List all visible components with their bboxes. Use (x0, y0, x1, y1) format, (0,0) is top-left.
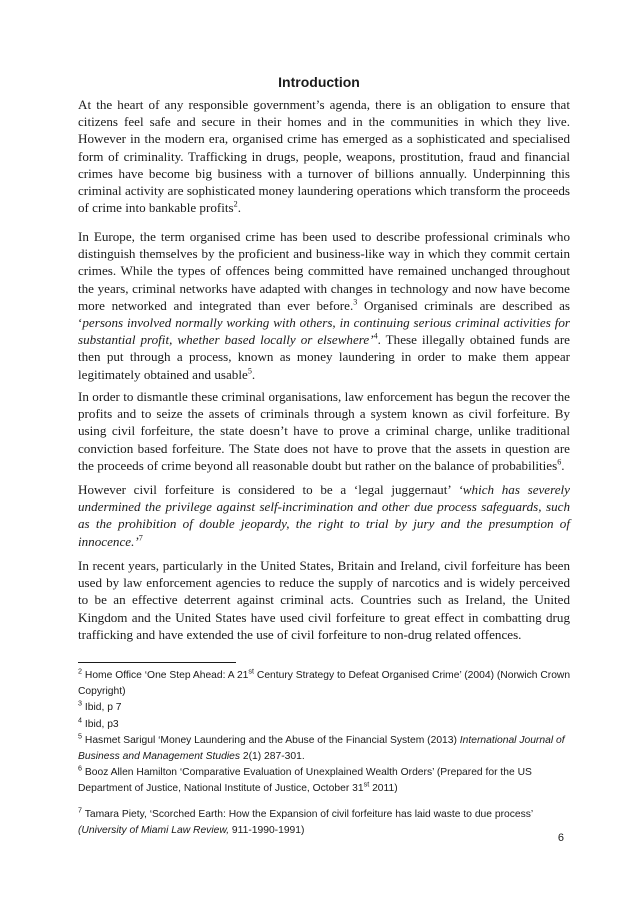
footnote-ordinal: st (363, 780, 370, 789)
footnote-text: 2011) (369, 783, 398, 795)
footnote-text: Home Office ‘One Step Ahead: A 21 (82, 670, 249, 681)
footnote-ref[interactable]: 6 (557, 457, 562, 467)
paragraph-1 (78, 96, 570, 216)
footnote-text: Century Strategy to Defeat Organised Crime’ (2004) (Norwich Crown Copyright) (78, 670, 571, 698)
footnote-text: Ibid, p3 (82, 718, 119, 730)
footnote-text: Ibid, p 7 (82, 702, 122, 714)
paragraph-4 (78, 481, 570, 550)
quoted-passage: ‘which has severely undermined the privilege against self-incrimination and other due process safeguards, such as the prohibition of double jeopardy, the right to trial by jury and the presumption of innocence.’ (78, 482, 570, 549)
paragraph-text: In order to dismantle these criminal organisations, law enforcement has begun the recover the profits and to seize the assets of criminals through a system known as civil forfeiture. By using civil forfeiture, the state doesn’t have to prove a criminal charge, unlike traditional conviction based forfeiture. The State does not have to prove that the assets in question are the proceeds of crime beyond all reasonable doubt but rather on the balance of probabilities (78, 389, 570, 473)
paragraph-text: Organised criminals are described as ‘ (78, 297, 570, 331)
paragraph-3 (78, 388, 570, 474)
quoted-definition: persons involved normally working with others, in continuing serious criminal activities for substantial profit, whether based locally or elsewhere (78, 315, 570, 348)
paragraph-text: However civil forfeiture is considered to be a ‘legal juggernaut’ (78, 482, 459, 497)
paragraph-text: At the heart of any responsible government’s agenda, there is an obligation to ensure that citizens feel safe and secure in their homes and in the communities in which they live. However in the modern era, organised crime has emerged as a sophisticated and specialised form of criminality. Trafficking in drugs, people, weapons, prostitution, fraud and financial crimes have become big business with a turnover of billions annually. Underpinning this criminal activity are sophisticated money laundering operations which transform the proceeds of crime into bankable profits (78, 97, 570, 216)
footnote-ordinal: st (248, 666, 255, 676)
paragraph-text: . These illegally obtained funds are then put through a process, known as money laundering in order to make them appear legitimately obtained and usable (78, 332, 570, 382)
footnote-4 (78, 717, 578, 733)
footnote-text: Hasmet Sarigul ‘Money Laundering and the Abuse of the Financial System (2013) (82, 734, 460, 746)
footnote-number: 5 (78, 731, 83, 741)
paragraph-2 (78, 228, 570, 383)
footnote-number: 2 (78, 666, 83, 676)
footnote-ref[interactable]: 7 (138, 533, 143, 543)
paragraph-text: In Europe, the term organised crime has been used to describe professional criminals who distinguish themselves by the proficient and business-like way in which they commit certain crimes. While the types of offences being committed have remained unchanged throughout the years, criminal networks have adapted with changes in technology and now have become more networked and integrated than ever before. (78, 229, 570, 313)
footnote-number: 3 (78, 698, 83, 708)
paragraph-text: ’ (369, 332, 374, 348)
footnote-text: Booz Allen Hamilton ‘Comparative Evaluation of Unexplained Wealth Orders’ (Prepared for the US Department of Justice, National Institute of Justice, October 31 (78, 767, 532, 795)
journal-title: International Journal of Business and Management Studies (78, 734, 565, 763)
footnote-separator (78, 662, 236, 663)
page-number: 6 (557, 832, 564, 844)
paragraph-5 (78, 557, 570, 643)
footnote-3 (78, 700, 578, 716)
paragraph-text: . (251, 366, 256, 382)
footnote-ref[interactable]: 3 (353, 297, 358, 307)
page-title: Introduction (278, 74, 360, 90)
footnotes (78, 668, 578, 839)
footnote-6 (78, 765, 578, 797)
footnote-7 (78, 807, 578, 839)
footnote-number: 7 (78, 805, 83, 815)
footnote-2 (78, 668, 578, 700)
paragraph-text: . (237, 200, 241, 216)
footnote-text: Tamara Piety, ‘Scorched Earth: How the Expansion of civil forfeiture has laid waste to due process’ (82, 808, 533, 820)
footnote-ref[interactable]: 5 (247, 366, 252, 376)
footnote-text: 911-1990-1991) (229, 824, 305, 836)
paragraph-text: . (561, 457, 565, 473)
footnote-text: 2(1) 287-301. (240, 751, 305, 763)
journal-title: (University of Miami Law Review, (78, 824, 230, 836)
paragraph-text: In recent years, particularly in the United States, Britain and Ireland, civil forfeiture has been used by law enforcement agencies to reduce the supply of narcotics and is widely perceived to be an effective deterrent against criminal acts. Countries such as Ireland, the United Kingdom and the United States have used civil forfeiture to great effect in combatting drug trafficking and have extended the use of civil forfeiture to non-drug related offences. (78, 558, 570, 642)
footnote-number: 6 (78, 763, 83, 773)
footnote-number: 4 (78, 715, 83, 725)
footnote-5 (78, 733, 578, 765)
footnote-ref[interactable]: 2 (233, 199, 238, 209)
footnote-ref[interactable]: 4 (373, 331, 378, 341)
